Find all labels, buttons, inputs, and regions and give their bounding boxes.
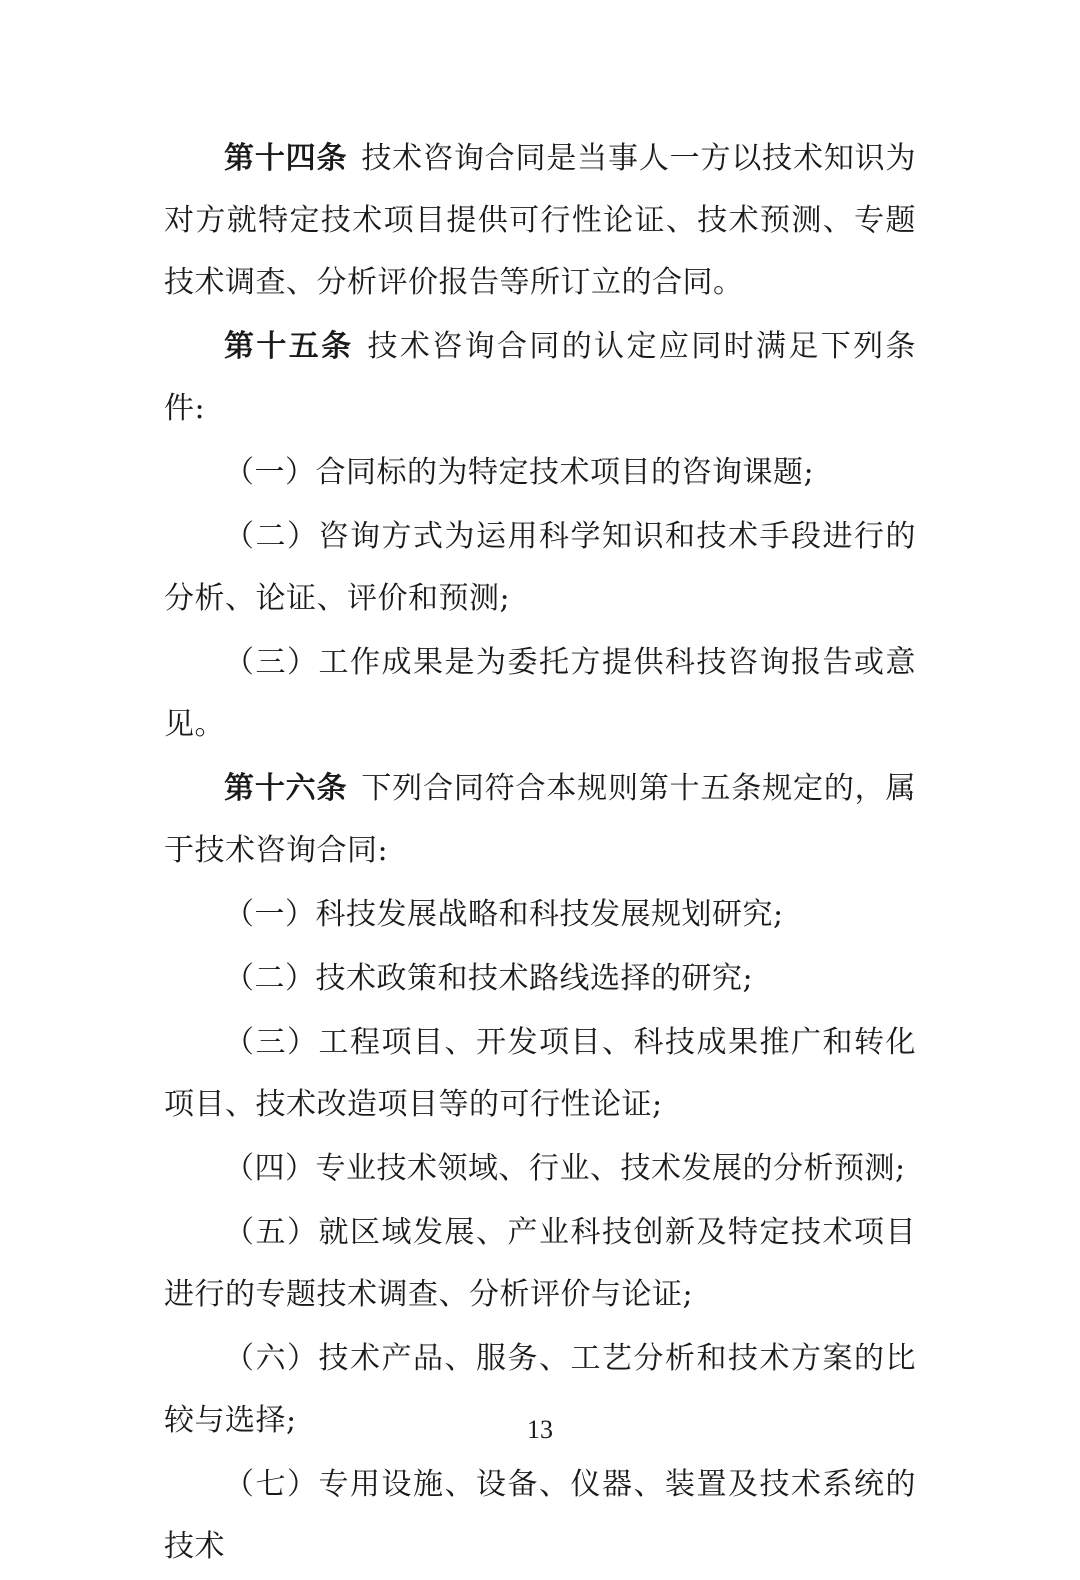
article-16-item-6: （六）技术产品、服务、工艺分析和技术方案的比较与选择; [164,1341,916,1438]
article-15-item-2: （二）咨询方式为运用科学知识和技术手段进行的分析、论证、评价和预测; [164,519,916,616]
article-16-item-4: （四）专业技术领域、行业、技术发展的分析预测; [224,1151,906,1186]
article-16 [164,758,916,882]
article-15-item-3: （三）工作成果是为委托方提供科技咨询报告或意见。 [164,645,916,742]
article-15 [164,316,916,440]
article-15-item-1: （一）合同标的为特定技术项目的咨询课题; [224,455,815,490]
page-number: 13 [527,1415,553,1444]
article-16-text: 下列合同符合本规则第十五条规定的，属于技术咨询合同: [164,771,917,868]
article-16-item-5: （五）就区域发展、产业科技创新及特定技术项目进行的专题技术调查、分析评价与论证; [164,1215,916,1312]
article-16-item-7: （七）专用设施、设备、仪器、装置及技术系统的技术 [164,1467,916,1564]
article-15-text: 技术咨询合同的认定应同时满足下列条件: [164,329,916,426]
article-16-item-1: （一）科技发展战略和科技发展规划研究; [224,897,784,932]
article-16-heading: 第十六条 [224,771,348,806]
document-body [164,128,916,1580]
article-16-item-2: （二）技术政策和技术路线选择的研究; [224,961,754,996]
article-16-item-3: （三）工程项目、开发项目、科技成果推广和转化项目、技术改造项目等的可行性论证; [164,1025,916,1122]
article-14-text: 技术咨询合同是当事人一方以技术知识为对方就特定技术项目提供可行性论证、技术预测、专题技术调查、分析评价报告等所订立的合同。 [164,141,917,300]
article-15-heading: 第十五条 [224,329,354,364]
article-14 [164,128,916,314]
article-14-heading: 第十四条 [224,141,348,176]
